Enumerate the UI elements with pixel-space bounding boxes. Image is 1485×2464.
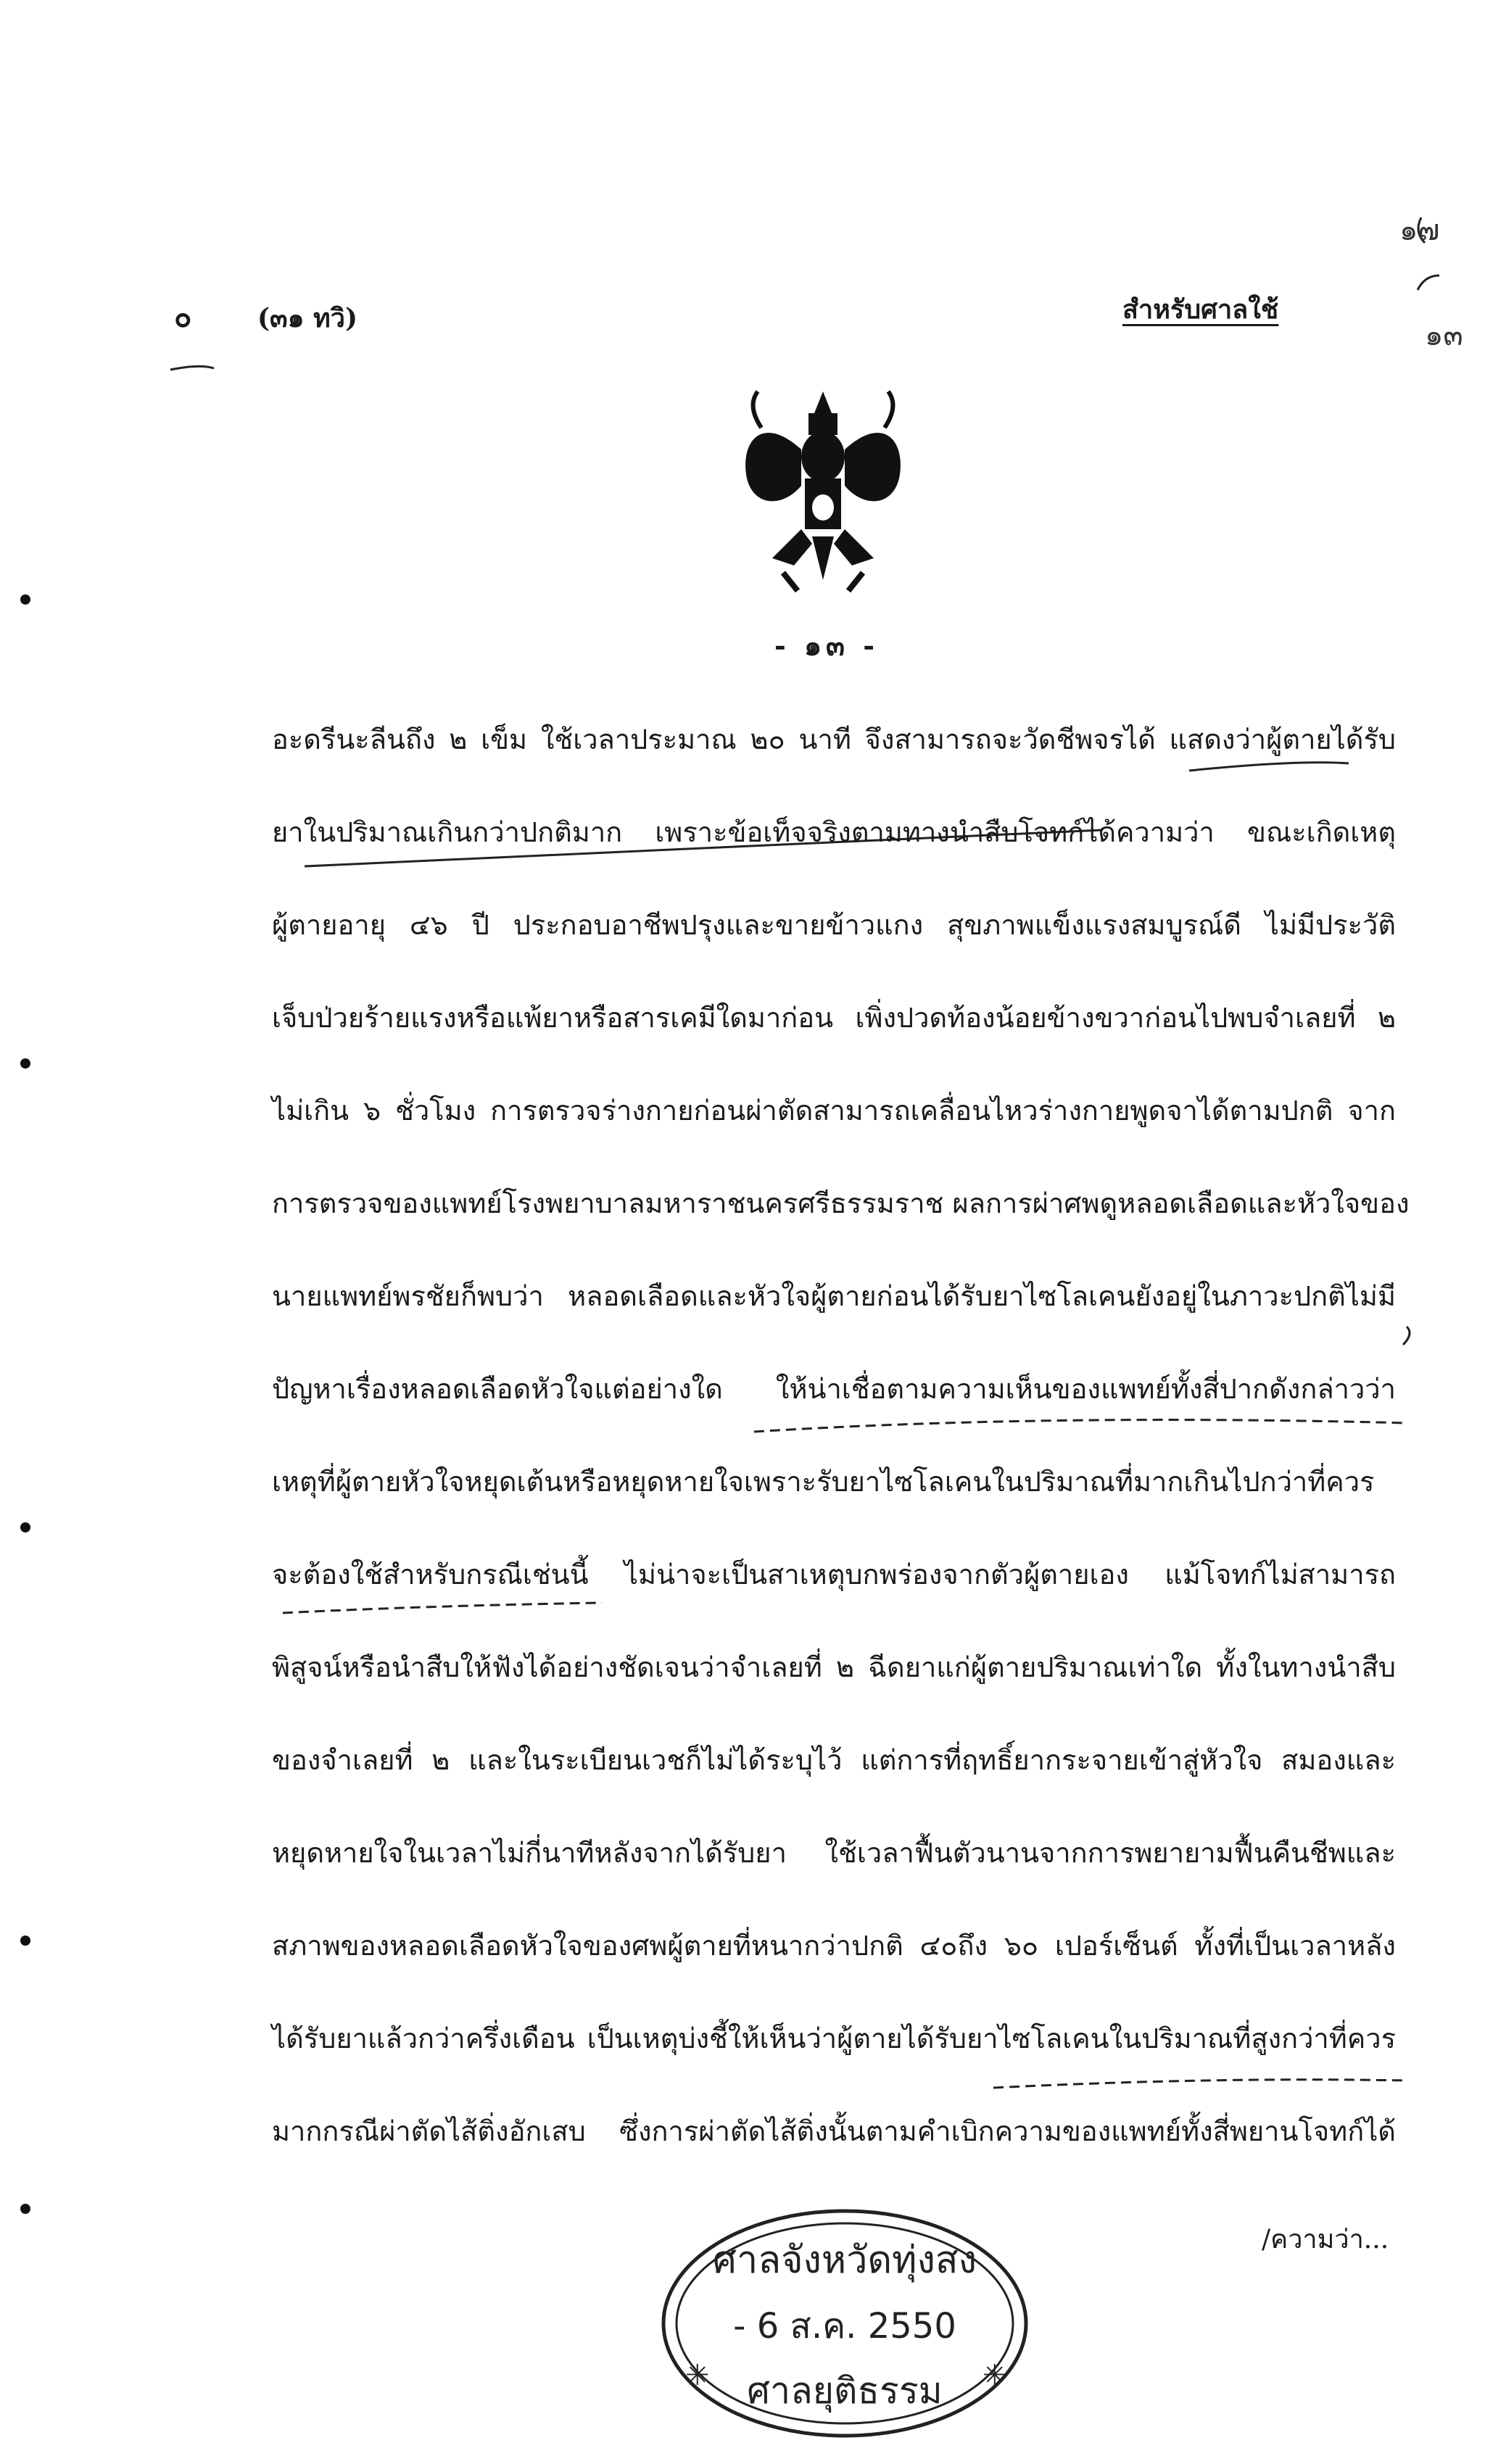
stamp-date: - 6 ส.ค. 2550 bbox=[733, 2306, 956, 2347]
margin-dot bbox=[20, 1936, 30, 1946]
star-icon: ✳ bbox=[685, 2359, 710, 2392]
form-mark: ๐ bbox=[174, 300, 192, 334]
margin-dot bbox=[20, 2204, 30, 2214]
body-line-4: เจ็บป่วยร้ายแรงหรือแพ้ยาหรือสารเคมีใดมาก่อน เพิ่งปวดท้องน้อยข้างขวาก่อนไปพบจำเลยที่ ๒ bbox=[272, 1002, 1396, 1034]
body-line-9: เหตุที่ผู้ตายหัวใจหยุดเต้นหรือหยุดหายใจเพราะรับยาไซโลเคนในปริมาณที่มากเกินไปกว่าที่ควร bbox=[272, 1466, 1375, 1498]
body-line-15: ได้รับยาแล้วกว่าครึ่งเดือน เป็นเหตุบ่งชี้ให้เห็นว่าผู้ตายได้รับยาไซโลเคนในปริมาณที่สูงกว่าที่ควร bbox=[272, 2023, 1396, 2054]
body-line-14: สภาพของหลอดเลือดหัวใจของศพผู้ตายที่หนากว่าปกติ ๔๐ถึง ๖๐ เปอร์เซ็นต์ ทั้งที่เป็นเวลาหลัง bbox=[272, 1930, 1396, 1962]
body-line-5: ไม่เกิน ๖ ชั่วโมง การตรวจร่างกายก่อนผ่าตัดสามารถเคลื่อนไหวร่างกายพูดจาได้ตามปกติ จาก bbox=[272, 1095, 1396, 1127]
margin-dot bbox=[20, 1058, 30, 1069]
body-line-10: จะต้องใช้สำหรับกรณีเช่นนี้ ไม่น่าจะเป็นสาเหตุบกพร่องจากตัวผู้ตายเอง แม้โจทก์ไม่สามารถ bbox=[272, 1559, 1396, 1590]
body-line-1: อะดรีนะลีนถึง ๒ เข็ม ใช้เวลาประมาณ ๒๐ นาที จึงสามารถจะวัดชีพจรได้ แสดงว่าผู้ตายได้รับ bbox=[272, 723, 1396, 755]
stamp-court-name: ศาลจังหวัดทุ่งสง bbox=[713, 2239, 977, 2282]
star-icon: ✳ bbox=[983, 2359, 1007, 2392]
court-stamp bbox=[656, 2204, 1033, 2443]
body-line-12: ของจำเลยที่ ๒ และในระเบียนเวชก็ไม่ได้ระบุไว้ แต่การที่ฤทธิ์ยากระจายเข้าสู่หัวใจ สมองและ bbox=[272, 1744, 1396, 1776]
margin-note-top: ๑๗ bbox=[1399, 214, 1440, 247]
body-line-2: ยาในปริมาณเกินกว่าปกติมาก เพราะข้อเท็จจริงตามทางนำสืบโจทก์ได้ความว่า ขณะเกิดเหตุ bbox=[272, 816, 1396, 848]
judgment-body bbox=[272, 707, 1410, 2191]
body-line-13: หยุดหายใจในเวลาไม่กี่นาทีหลังจากได้รับยา ใช้เวลาฟื้นตัวนานจากการพยายามฟื้นคืนชีพและ bbox=[272, 1837, 1396, 1869]
body-line-6: การตรวจของแพทย์โรงพยาบาลมหาราชนครศรีธรรมราช ผลการผ่าศพดูหลอดเลือดและหัวใจของ bbox=[272, 1187, 1410, 1219]
for-court-label: สำหรับศาลใช้ bbox=[1122, 294, 1279, 325]
continuation-note: /ความว่า... bbox=[1262, 2225, 1389, 2254]
form-code: (๓๑ ทวิ) bbox=[257, 303, 358, 333]
body-line-16: มากกรณีผ่าตัดไส้ติ่งอักเสบ ซึ่งการผ่าตัดไส้ติ่งนั้นตามคำเบิกความของแพทย์ทั้งสี่พยานโจทก์ได้ bbox=[272, 2115, 1396, 2147]
margin-dot bbox=[20, 1522, 30, 1532]
body-line-7: นายแพทย์พรชัยก็พบว่า หลอดเลือดและหัวใจผู้ตายก่อนได้รับยาไซโลเคนยังอยู่ในภาวะปกติไม่มี bbox=[272, 1280, 1396, 1312]
page-number: - ๑๓ - bbox=[774, 629, 880, 662]
body-line-3: ผู้ตายอายุ ๔๖ ปี ประกอบอาชีพปรุงและขายข้าวแกง สุขภาพแข็งแรงสมบูรณ์ดี ไม่มีประวัติ bbox=[272, 909, 1396, 941]
body-line-11: พิสูจน์หรือนำสืบให้ฟังได้อย่างชัดเจนว่าจำเลยที่ ๒ ฉีดยาแก่ผู้ตายปริมาณเท่าใด ทั้งในทางนำสืบ bbox=[272, 1651, 1396, 1683]
garuda-emblem-icon bbox=[732, 384, 914, 602]
body-line-8: ปัญหาเรื่องหลอดเลือดหัวใจแต่อย่างใด ให้น่าเชื่อตามความเห็นของแพทย์ทั้งสี่ปากดังกล่าวว่า bbox=[272, 1373, 1396, 1405]
stamp-ministry: ศาลยุติธรรม bbox=[747, 2370, 943, 2412]
margin-note-second: ๑๓ bbox=[1425, 319, 1463, 352]
margin-dot bbox=[20, 594, 30, 605]
